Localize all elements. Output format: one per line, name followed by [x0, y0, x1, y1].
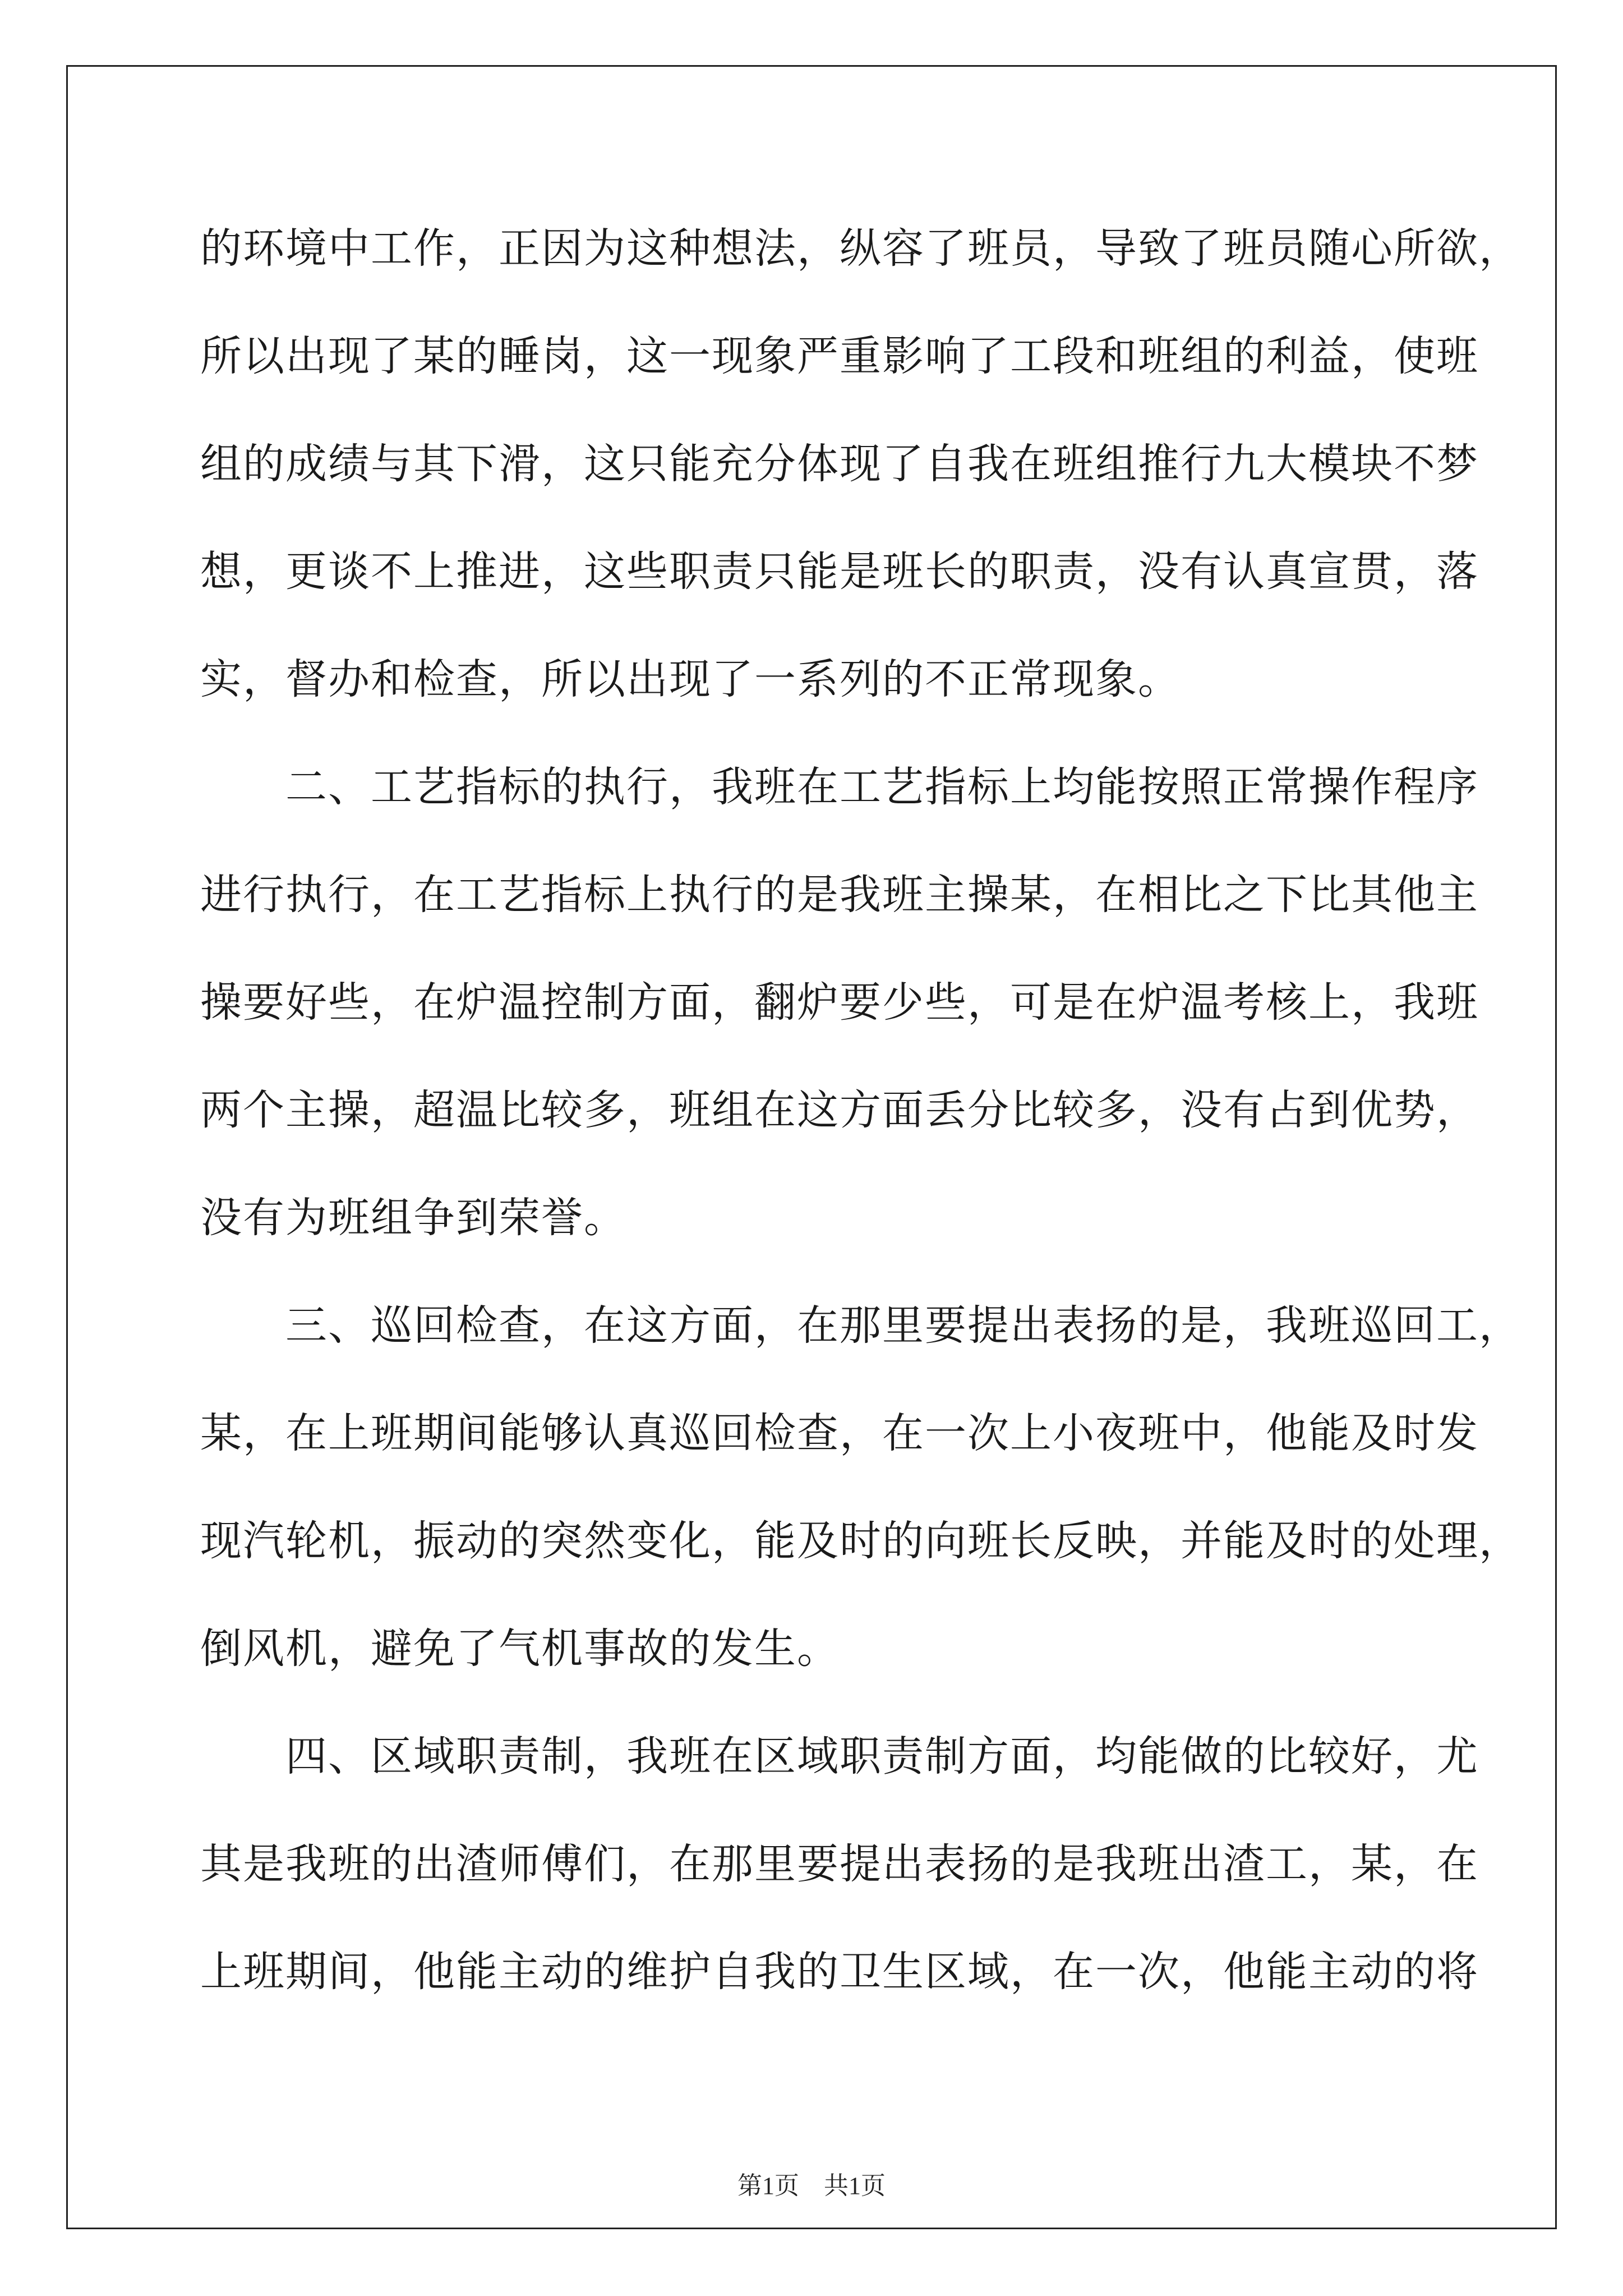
- text-line: 实，督办和检查，所以出现了一系列的不正常现象。: [200, 655, 1181, 703]
- text-line: 进行执行，在工艺指标上执行的是我班主操某，在相比之下比其他主: [200, 871, 1479, 919]
- text-line: 想，更谈不上推进，这些职责只能是班长的职责，没有认真宣贯，落: [200, 547, 1479, 596]
- text-line: 三、巡回检查，在这方面，在那里要提出表扬的是，我班巡回工，: [200, 1301, 1521, 1350]
- text-line: 组的成绩与其下滑，这只能充分体现了自我在班组推行九大模块不梦: [200, 440, 1479, 488]
- text-line: 的环境中工作，正因为这种想法，纵容了班员，导致了班员随心所欲，: [200, 224, 1521, 273]
- text-line: 某，在上班期间能够认真巡回检查，在一次上小夜班中，他能及时发: [200, 1409, 1479, 1457]
- text-line: 二、工艺指标的执行，我班在工艺指标上均能按照正常操作程序: [200, 763, 1479, 811]
- document-body: [200, 209, 1521, 2040]
- text-line: 其是我班的出渣师傅们，在那里要提出表扬的是我班出渣工，某，在: [200, 1840, 1479, 1888]
- text-line: 倒风机，避免了气机事故的发生。: [200, 1625, 840, 1673]
- text-line: 没有为班组争到荣誉。: [200, 1194, 626, 1242]
- page-footer: 第1页 共1页: [737, 2172, 886, 2200]
- text-line: 操要好些，在炉温控制方面，翻炉要少些，可是在炉温考核上，我班: [200, 978, 1479, 1027]
- text-line: 所以出现了某的睡岗，这一现象严重影响了工段和班组的利益，使班: [200, 332, 1479, 380]
- text-line: 四、区域职责制，我班在区域职责制方面，均能做的比较好，尤: [200, 1732, 1479, 1780]
- text-line: 两个主操，超温比较多，班组在这方面丢分比较多，没有占到优势，: [200, 1086, 1479, 1134]
- text-line: 现汽轮机，振动的突然变化，能及时的向班长反映，并能及时的处理，: [200, 1517, 1521, 1565]
- text-line: 上班期间，他能主动的维护自我的卫生区域，在一次，他能主动的将: [200, 1948, 1479, 1996]
